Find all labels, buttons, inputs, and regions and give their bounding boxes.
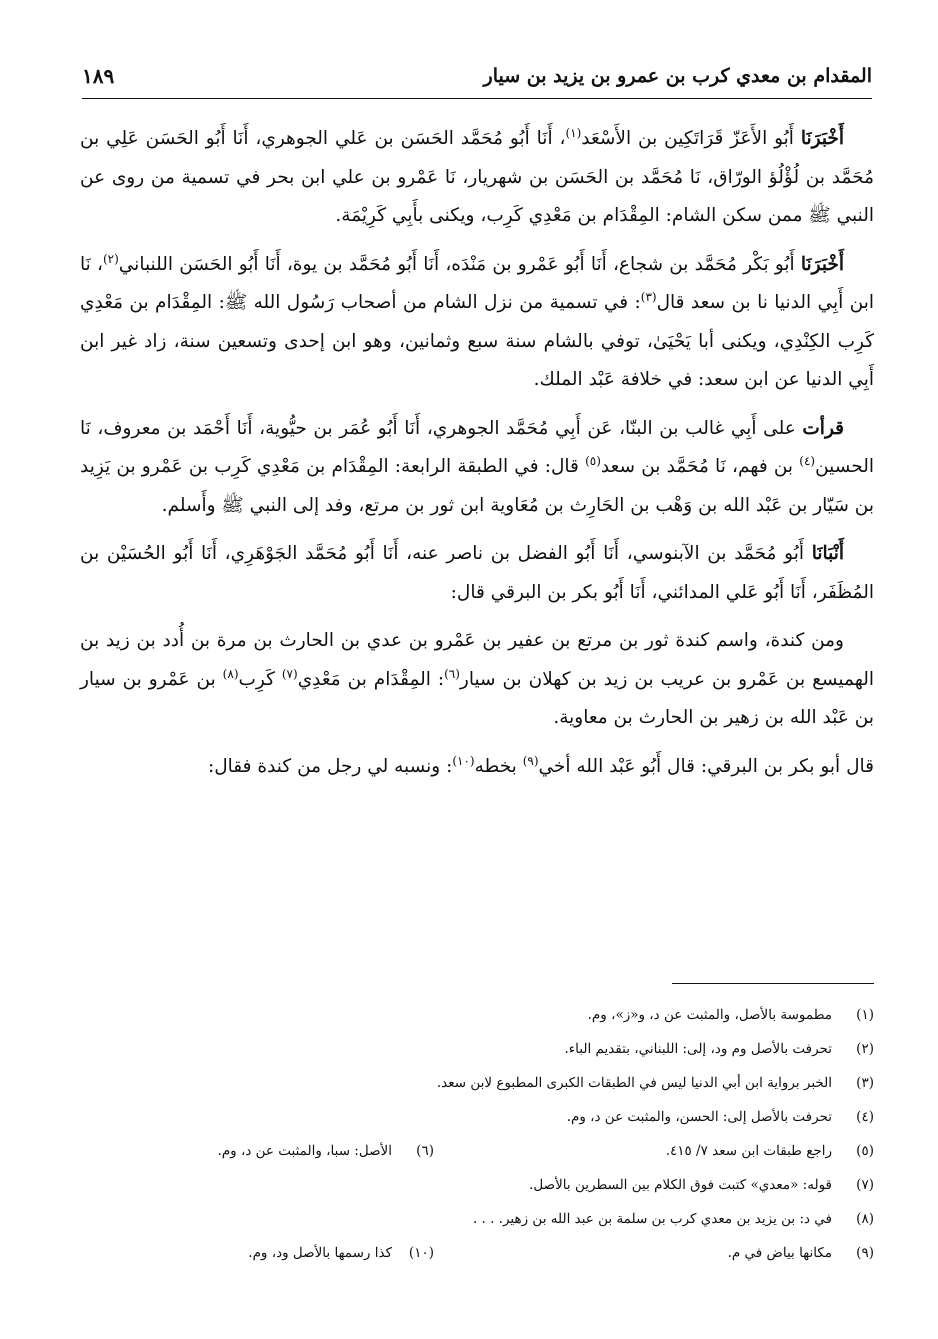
footnote-text: الأصل: سبا، والمثبت عن د، وم.: [217, 1143, 392, 1159]
footnote-number: (٢): [856, 1041, 874, 1057]
text-segment: قال: في الطبقة الرابعة: المِقْدَام بن مَعْدِي كَرِب بن عَمْرو بن يَزِيد بن سَيّار بن عَبْد الله بن وَهْب بن الحَارِث بن مُعَاوية ابن ثور بن مرتع، وفد إلى النبي ﷺ وأَسلم.: [80, 456, 874, 516]
footnote-text: مطموسة بالأصل، والمثبت عن د، و«ز»، وم.: [587, 1007, 832, 1023]
footnote-text: الخبر برواية ابن أبي الدنيا ليس في الطبقات الكبرى المطبوع لابن سعد.: [436, 1075, 832, 1091]
footnote-text: تحرفت بالأصل إلى: الحسن، والمثبت عن د، وم.: [566, 1109, 832, 1125]
footnote-number: (٧): [856, 1177, 874, 1193]
footnote: [565, 1041, 875, 1057]
text-segment: : المِقْدَام بن مَعْدِي: [297, 668, 445, 690]
footnote-marker: (١٠): [452, 753, 475, 768]
text-segment: بخطه: [474, 755, 523, 777]
footnote-text: راجع طبقات ابن سعد ٧/ ٤١٥.: [665, 1143, 832, 1159]
paragraph-lead-word: أَنْبَانَا: [811, 543, 844, 564]
paragraph-lead-word: أَخْبَرَنَا: [800, 253, 844, 275]
text-segment: قال أبو بكر بن البرقي: قال أَبُو عَبْد الله أخي: [538, 755, 874, 777]
footnote-row: [82, 1032, 874, 1066]
text-segment: أَبُو بَكْر مُحَمَّد بن شجاع، أَنَا أَبُو عَمْرو بن مَنْدَه، أَنَا أَبُو مُحَمَّد بن يوة، أَنَا أَبُو الحَسَن اللنباني: [118, 253, 801, 275]
text-segment: ، أَنَا أَبُو مُحَمَّد الحَسَن بن عَلي الجوهري، أَنَا أَبُو الحَسَن عَلِي بن مُحَمَّد بن لُؤْلُؤ الورّاق، نَا مُحَمَّد بن الحَسَن بن شهريار، نَا عَمْرو بن علي ابن بحر في تسمية من روى عن النبي ﷺ ممن سكن الشام: المِقْدَام بن مَعْدِي كَرِب، ويكنى بأَبِي كَرِيْمَة.: [80, 128, 874, 226]
footnote: [434, 1245, 874, 1261]
text-segment: : ونسبه لي رجل من كندة فقال:: [208, 755, 453, 777]
footnote-row: [82, 1134, 874, 1168]
footnote-number: (٨): [856, 1211, 874, 1227]
footnote: [218, 1143, 434, 1159]
footnote-text: في د: بن يزيد بن معدي كرب بن سلمة بن عبد الله بن زهير. . . .: [472, 1211, 832, 1227]
footnote-row: [82, 998, 874, 1032]
footnote-number: (١٠): [408, 1245, 434, 1261]
footnote-number: (٦): [416, 1143, 434, 1159]
footnote-text: مكانها بياض في م.: [727, 1245, 832, 1261]
footnote-text: قوله: «معدي» كتبت فوق الكلام بين السطرين بالأصل.: [529, 1177, 832, 1193]
paragraph: [80, 622, 874, 738]
footnote: [437, 1075, 874, 1091]
footnote-number: (١): [856, 1007, 874, 1023]
paragraph: [80, 246, 874, 400]
footnote-marker: (٥): [585, 453, 601, 468]
footnote: [588, 1007, 874, 1023]
paragraph: [80, 535, 874, 612]
text-segment: : في تسمية من نزل الشام من أصحاب رَسُول الله ﷺ: المِقْدَام بن مَعْدِي كَرِب الكِنْدِي، ويكنى أبا يَحْيَىٰ، توفي بالشام سنة سبع وثمانين، وهو ابن إحدى وتسعين سنة، زاد غير ابن أَبِي الدنيا عن ابن سعد: في خلافة عَبْد الملك.: [80, 292, 874, 390]
text-segment: ، نَا ابن أَبِي الدنيا نا بن سعد قال: [80, 253, 875, 313]
footnote-marker: (٢): [102, 251, 119, 266]
footnote-number: (٣): [856, 1075, 874, 1091]
footnote-text: كذا رسمها بالأصل ود، وم.: [248, 1245, 392, 1261]
footnotes: [82, 998, 874, 1270]
footnote-marker: (٣): [640, 289, 657, 304]
footnote-row: [82, 1236, 874, 1270]
footnote: [567, 1109, 874, 1125]
footnote-number: (٩): [856, 1245, 874, 1261]
footnote-marker: (٨): [222, 666, 239, 681]
footnote: [434, 1143, 874, 1159]
header-rule: [82, 98, 872, 99]
text-segment: أَبُو مُحَمَّد بن الآبنوسي، أَنَا أَبُو الفضل بن ناصر عنه، أَنَا أَبُو مُحَمَّد الجَوْهَرِي، أَنَا أَبُو الحُسَيْن بن المُظَفَر، أَنَا أَبُو عَلي المدائني، أَنَا أَبُو بكر بن البرقي قال:: [80, 543, 874, 603]
footnote-marker: (٧): [281, 666, 298, 681]
footnote-number: (٥): [856, 1143, 874, 1159]
page-header: [82, 58, 872, 94]
footnote-marker: (١): [565, 125, 582, 140]
paragraph: [80, 120, 874, 236]
footnote-text: تحرفت بالأصل وم ود، إلى: اللبناني، بتقديم الباء.: [564, 1041, 832, 1057]
paragraph-lead-word: أَخْبَرَنَا: [800, 128, 844, 149]
paragraph: [80, 410, 874, 526]
footnote: [248, 1245, 434, 1261]
footnote-marker: (٩): [522, 753, 539, 768]
footnote-marker: (٦): [444, 666, 460, 681]
footnote-marker: (٤): [799, 453, 816, 468]
footnote: [473, 1211, 874, 1227]
text-segment: كَرِب: [238, 668, 282, 690]
text-segment: بن فهم، نَا مُحَمَّد بن سعد: [600, 456, 800, 477]
footnote: [529, 1177, 874, 1193]
running-title: المقدام بن معدي كرب بن عمرو بن يزيد بن سيار: [483, 65, 872, 87]
paragraph: [80, 748, 874, 787]
main-text: [80, 120, 874, 796]
text-segment: ومن كندة، واسم كندة ثور بن مرتع بن عفير بن عَمْرو بن عدي بن الحارث بن مرة بن أُدد بن زيد بن الهميسع بن عَمْرو بن عريب بن زيد بن كهلان بن سيار: [80, 630, 875, 690]
text-segment: بن عَمْرو بن سيار بن عَبْد الله بن زهير بن الحارث بن معاوية.: [80, 668, 874, 728]
footnote-row: [82, 1168, 874, 1202]
footnote-row: [82, 1202, 874, 1236]
paragraph-lead-word: قرأت: [802, 417, 844, 439]
footnote-number: (٤): [856, 1109, 874, 1125]
footnote-rule: [672, 983, 874, 984]
page-number: ١٨٩: [82, 64, 115, 88]
text-segment: أَبُو الأَعَزّ قَرَاتَكِين بن الأَسْعَد: [581, 128, 801, 149]
footnote-row: [82, 1100, 874, 1134]
text-segment: على أَبِي غالب بن البنّا، عَن أَبِي مُحَمَّد الجوهري، أَنَا أَبُو عُمَر بن حيُّوية، أَنَا أَحْمَد بن معروف، نَا الحسين: [80, 417, 874, 477]
footnote-row: [82, 1066, 874, 1100]
